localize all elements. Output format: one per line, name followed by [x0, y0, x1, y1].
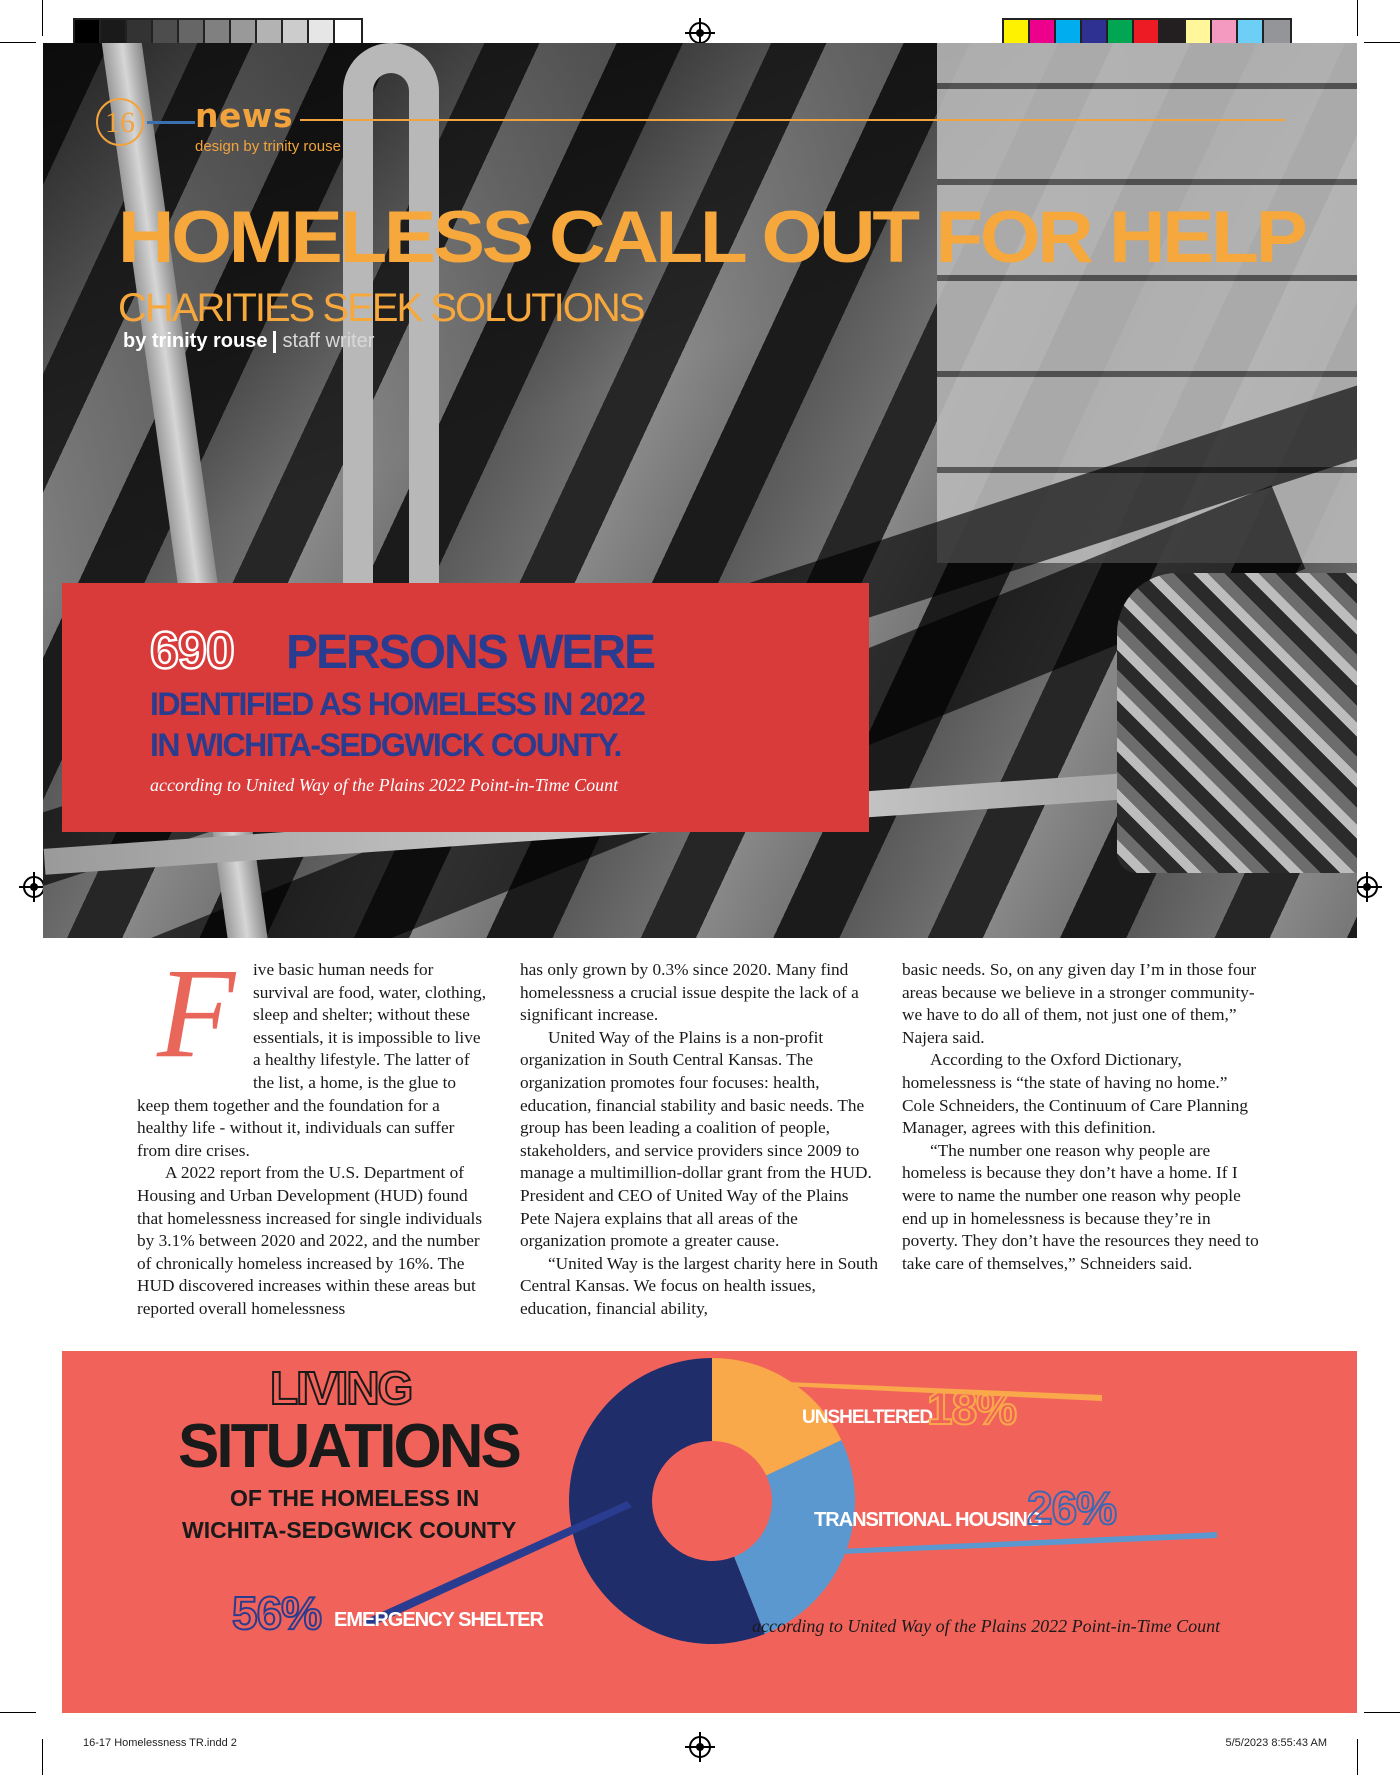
page-number: 16 — [96, 98, 144, 146]
slug-timestamp: 5/5/2023 8:55:43 AM — [1225, 1737, 1327, 1749]
paragraph: basic needs. So, on any given day I’m in those four areas because we believe in a stronger community- we have to do all of them, not just one of them,” Najera said. — [902, 960, 1257, 1047]
paragraph: According to the Oxford Dictionary, homelessness is “the state of having no home.” Cole Schneiders, the Continuum of Care Planning Manager, agrees with this definition. — [902, 1050, 1249, 1138]
crop-mark — [1357, 1739, 1358, 1775]
crop-mark — [42, 1739, 43, 1775]
infographic-subtitle-2: WICHITA-SEDGWICK COUNTY — [182, 1517, 517, 1543]
registration-mark — [1356, 876, 1378, 898]
stat-line-2: IDENTIFIED AS HOMELESS IN 2022 — [150, 686, 645, 722]
subhead: CHARITIES SEEK SOLUTIONS — [118, 286, 644, 330]
byline — [123, 330, 374, 353]
byline-role: staff writer — [282, 330, 375, 352]
chart-value-emergency-shelter: 56% — [232, 1587, 322, 1639]
paragraph: “United Way is the largest charity here in South Central Kansas. We focus on health issues, education, financial ability, — [520, 1253, 879, 1318]
registration-mark — [689, 22, 711, 44]
design-credit: design by trinity rouse — [195, 138, 341, 155]
crop-mark — [1364, 42, 1400, 43]
blanket — [1117, 573, 1357, 873]
paragraph: “The number one reason why people are homeless is because they don’t have a home. If I were to name the number one reason why people end up in homelessness is because they’re in poverty. They don’t have the resources they need to take care of themselves,” Schneiders said. — [902, 1140, 1259, 1273]
chart-value-unsheltered: 18% — [927, 1382, 1017, 1434]
registration-mark — [23, 876, 45, 898]
infographic-title-living: LIVING — [270, 1362, 412, 1414]
paragraph: A 2022 report from the U.S. Department of Housing and Urban Development (HUD) found that homelessness increased for single individuals by 3.1% between 2020 and 2022, and the number of chronically homeless increased by 16%. The HUD discovered increases within these areas but reported overall homelessness — [137, 1163, 483, 1318]
crop-mark — [0, 42, 36, 43]
registration-mark — [689, 1736, 711, 1758]
article-column-3 — [902, 959, 1262, 1275]
paragraph: has only grown by 0.3% since 2020. Many find homelessness a crucial issue despite the lack of a significant increase. — [520, 960, 859, 1025]
byline-separator — [273, 331, 276, 353]
stat-line-3: IN WICHITA-SEDGWICK COUNTY. — [150, 727, 621, 763]
stat-source: according to United Way of the Plains 2022 Point-in-Time Count — [150, 775, 619, 795]
chart-value-transitional-housing: 26% — [1027, 1482, 1117, 1534]
chart-label-emergency-shelter: EMERGENCY SHELTER — [334, 1609, 543, 1631]
stat-line-1: PERSONS WERE — [286, 626, 655, 679]
section-rule — [300, 119, 1285, 121]
drop-cap: F — [157, 942, 236, 1084]
slug-filename: 16-17 Homelessness TR.indd 2 — [83, 1737, 237, 1749]
chart-label-unsheltered: UNSHELTERED — [802, 1407, 933, 1428]
infographic-source: according to United Way of the Plains 2022 Point-in-Time Count — [752, 1616, 1221, 1636]
paragraph: ive basic human needs for survival are food, water, clothing, sleep and shelter; without these essentials, it is impossible to live a healthy lifestyle. The latter of the list, a home, is the glue to keep them together and the foundation for a healthy life - without it, individuals can suffer from dire crises. — [137, 960, 487, 1160]
stat-callout — [62, 583, 869, 832]
crop-mark — [42, 0, 43, 36]
article-column-2 — [520, 959, 880, 1321]
infographic-panel — [62, 1351, 1357, 1713]
chart-label-transitional-housing: TRANSITIONAL HOUSING — [814, 1509, 1042, 1531]
section-label: news — [195, 96, 294, 135]
crop-mark — [0, 1712, 36, 1713]
infographic-subtitle-1: OF THE HOMELESS IN — [230, 1485, 480, 1511]
article-column-1 — [137, 942, 491, 1321]
section-dash — [147, 121, 195, 124]
paragraph: United Way of the Plains is a non-profit organization in South Central Kansas. The organization promotes four focuses: health, education, financial stability and basic needs. The group has been leading a coalition of people, stakeholders, and service providers since 2009 to manage a multimillion-dollar grant from the HUD. President and CEO of United Way of the Plains Pete Najera explains that all areas of the organization promote a greater cause. — [520, 1027, 872, 1251]
byline-name: by trinity rouse — [123, 330, 268, 352]
crop-mark — [1364, 1712, 1400, 1713]
infographic-title-situations: SITUATIONS — [178, 1412, 519, 1481]
crop-mark — [1357, 0, 1358, 36]
stat-number: 690 — [150, 622, 234, 680]
headline: HOMELESS CALL OUT FOR HELP — [118, 197, 1305, 278]
